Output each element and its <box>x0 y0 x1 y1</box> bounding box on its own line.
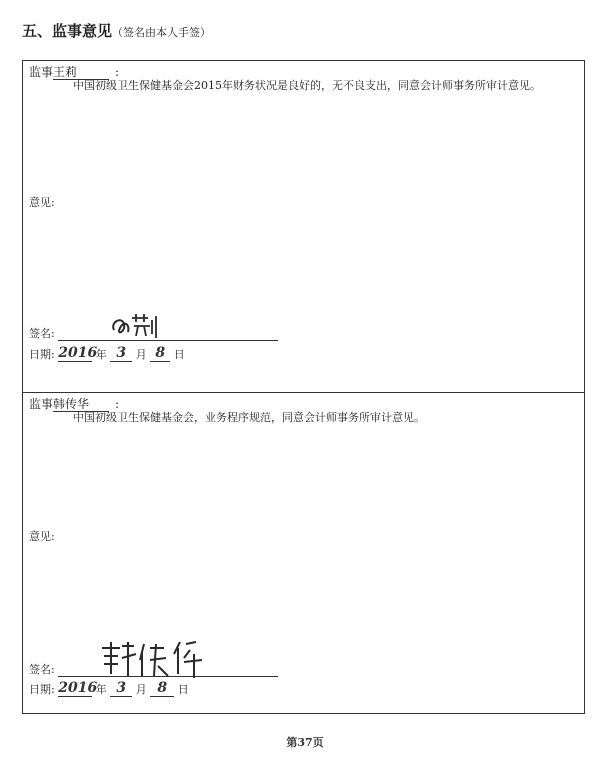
date-day: 8 <box>155 345 166 361</box>
supervisor-name: 王莉 <box>53 65 109 80</box>
date-row <box>29 346 185 362</box>
date-label: 日期: <box>29 683 55 696</box>
opinion-label: 意见: <box>29 530 55 543</box>
month-char: 月 <box>135 683 147 696</box>
signature-line <box>58 326 278 341</box>
signature-line <box>58 662 278 677</box>
supervisor-label: 监事 <box>29 397 54 411</box>
date-month: 3 <box>116 680 127 696</box>
day-char: 日 <box>177 683 189 696</box>
day-char: 日 <box>173 348 185 361</box>
date-year-field <box>58 345 98 362</box>
handwritten-signature <box>108 310 168 340</box>
date-row <box>29 681 189 697</box>
handwritten-signature <box>98 638 208 680</box>
date-day: 8 <box>157 680 168 696</box>
date-month-field <box>110 347 132 362</box>
supervisor-opinion-text: 中国初级卫生保健基金会，业务程序规范，同意会计师事务所审计意见。 <box>73 411 425 424</box>
year-char: 年 <box>95 683 107 696</box>
supervisor-opinion-text: 中国初级卫生保健基金会2015年财务状况是良好的，无不良支出，同意会计师事务所审计意见。 <box>73 79 541 92</box>
date-month: 3 <box>116 345 127 361</box>
supervisor-label: 监事 <box>29 65 54 79</box>
section-note: （签名由本人手签） <box>112 26 212 39</box>
signature-row <box>29 325 278 341</box>
date-year: 2016 <box>58 345 98 361</box>
date-year-field <box>58 680 98 697</box>
date-month-field <box>110 682 132 697</box>
date-day-field <box>150 682 174 697</box>
page-number: 第37页 <box>286 736 324 749</box>
supervisor-header <box>29 395 119 412</box>
supervisor-opinion-box-1 <box>22 60 585 393</box>
supervisor-colon: : <box>115 397 120 411</box>
section-title: 五、监事意见 <box>22 22 113 40</box>
signature-label: 签名: <box>29 327 55 340</box>
date-label: 日期: <box>29 348 55 361</box>
supervisor-opinion-box-2 <box>22 392 585 714</box>
section-heading <box>22 20 211 41</box>
opinion-label: 意见: <box>29 196 55 209</box>
date-year: 2016 <box>58 680 98 696</box>
supervisor-header <box>29 63 119 80</box>
signature-row <box>29 661 278 677</box>
year-char: 年 <box>95 348 107 361</box>
date-day-field <box>150 347 170 362</box>
month-char: 月 <box>135 348 147 361</box>
signature-label: 签名: <box>29 663 55 676</box>
supervisor-colon: : <box>115 65 120 79</box>
supervisor-name: 韩传华 <box>53 397 109 412</box>
